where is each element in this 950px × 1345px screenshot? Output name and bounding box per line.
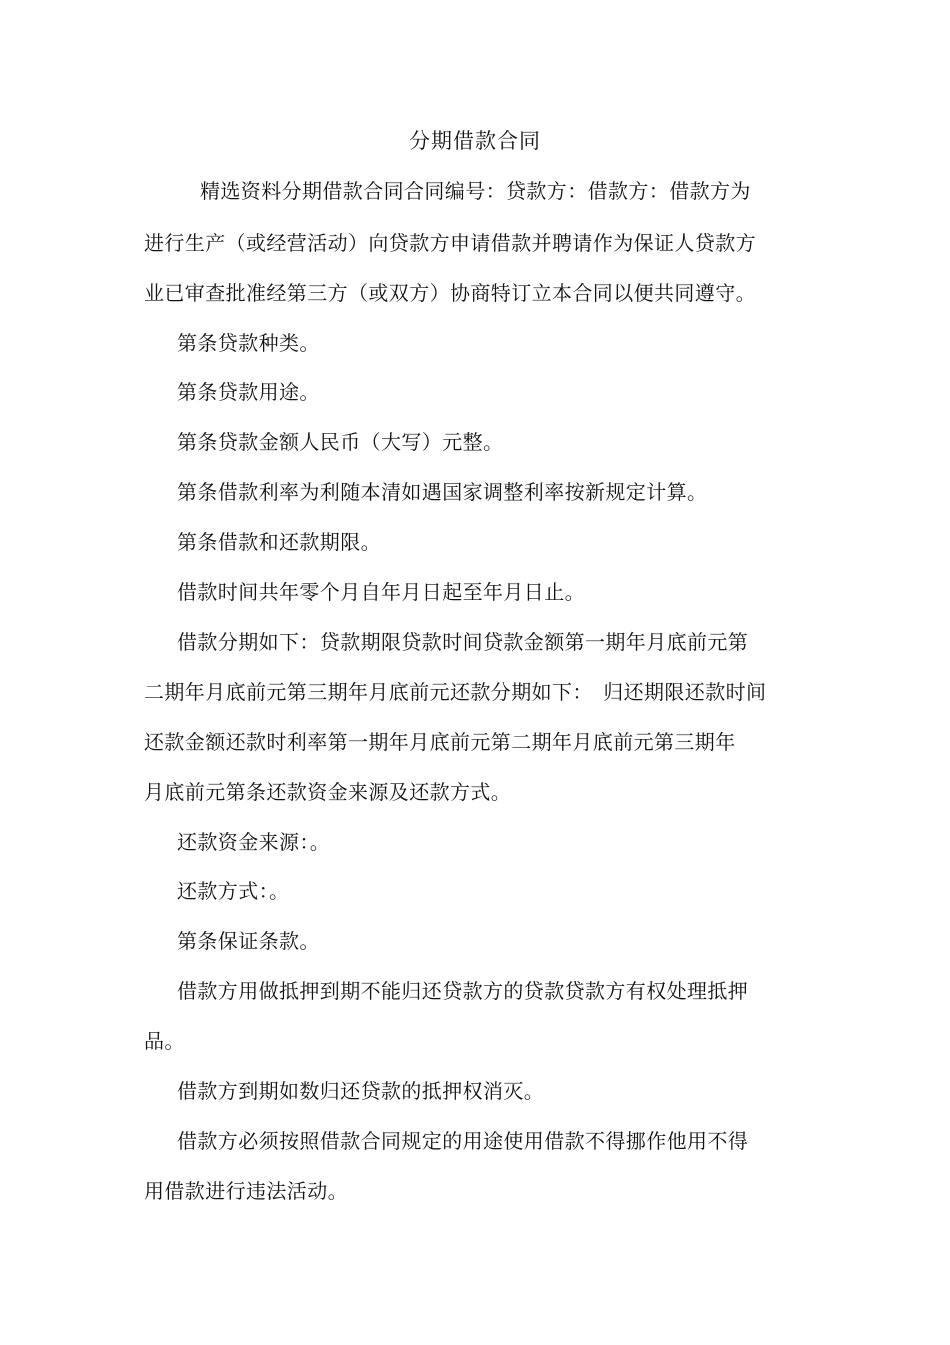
paragraph-line: 借款方到期如数归还贷款的抵押权消灭。 bbox=[177, 1079, 545, 1103]
paragraph-line: 第条贷款金额人民币（大写）元整。 bbox=[177, 430, 504, 454]
paragraph-line: 二期年月底前元第三期年月底前元还款分期如下： 归还期限还款时间 bbox=[144, 680, 767, 704]
document-title: 分期借款合同 bbox=[409, 129, 541, 153]
paragraph-line: 用借款进行违法活动。 bbox=[144, 1179, 348, 1203]
paragraph-line: 还款方式：。 bbox=[177, 879, 290, 903]
paragraph-line: 借款方必须按照借款合同规定的用途使用借款不得挪作他用不得 bbox=[177, 1129, 749, 1153]
paragraph-line: 第条贷款用途。 bbox=[177, 380, 320, 404]
paragraph-line: 进行生产（或经营活动）向贷款方申请借款并聘请作为保证人贷款方 bbox=[144, 231, 756, 255]
paragraph-line: 还款资金来源：。 bbox=[177, 830, 331, 854]
paragraph-line: 借款方用做抵押到期不能归还贷款方的贷款贷款方有权处理抵押 bbox=[177, 979, 749, 1003]
paragraph-line: 精选资料分期借款合同合同编号：贷款方：借款方：借款方为 bbox=[200, 179, 751, 203]
paragraph-line: 借款时间共年零个月自年月日起至年月日止。 bbox=[177, 580, 585, 604]
paragraph-line: 月底前元第条还款资金来源及还款方式。 bbox=[144, 780, 512, 804]
paragraph-line: 品。 bbox=[144, 1029, 185, 1053]
paragraph-line: 借款分期如下：贷款期限贷款时间贷款金额第一期年月底前元第 bbox=[177, 630, 749, 654]
paragraph-line: 第条保证条款。 bbox=[177, 929, 320, 953]
paragraph-line: 第条贷款种类。 bbox=[177, 331, 320, 355]
paragraph-line: 业已审查批准经第三方（或双方）协商特订立本合同以便共同遵守。 bbox=[144, 281, 756, 305]
paragraph-line: 第条借款利率为利随本清如遇国家调整利率按新规定计算。 bbox=[177, 480, 708, 504]
paragraph-line: 还款金额还款时利率第一期年月底前元第二期年月底前元第三期年 bbox=[144, 730, 736, 754]
paragraph-line: 第条借款和还款期限。 bbox=[177, 530, 381, 554]
